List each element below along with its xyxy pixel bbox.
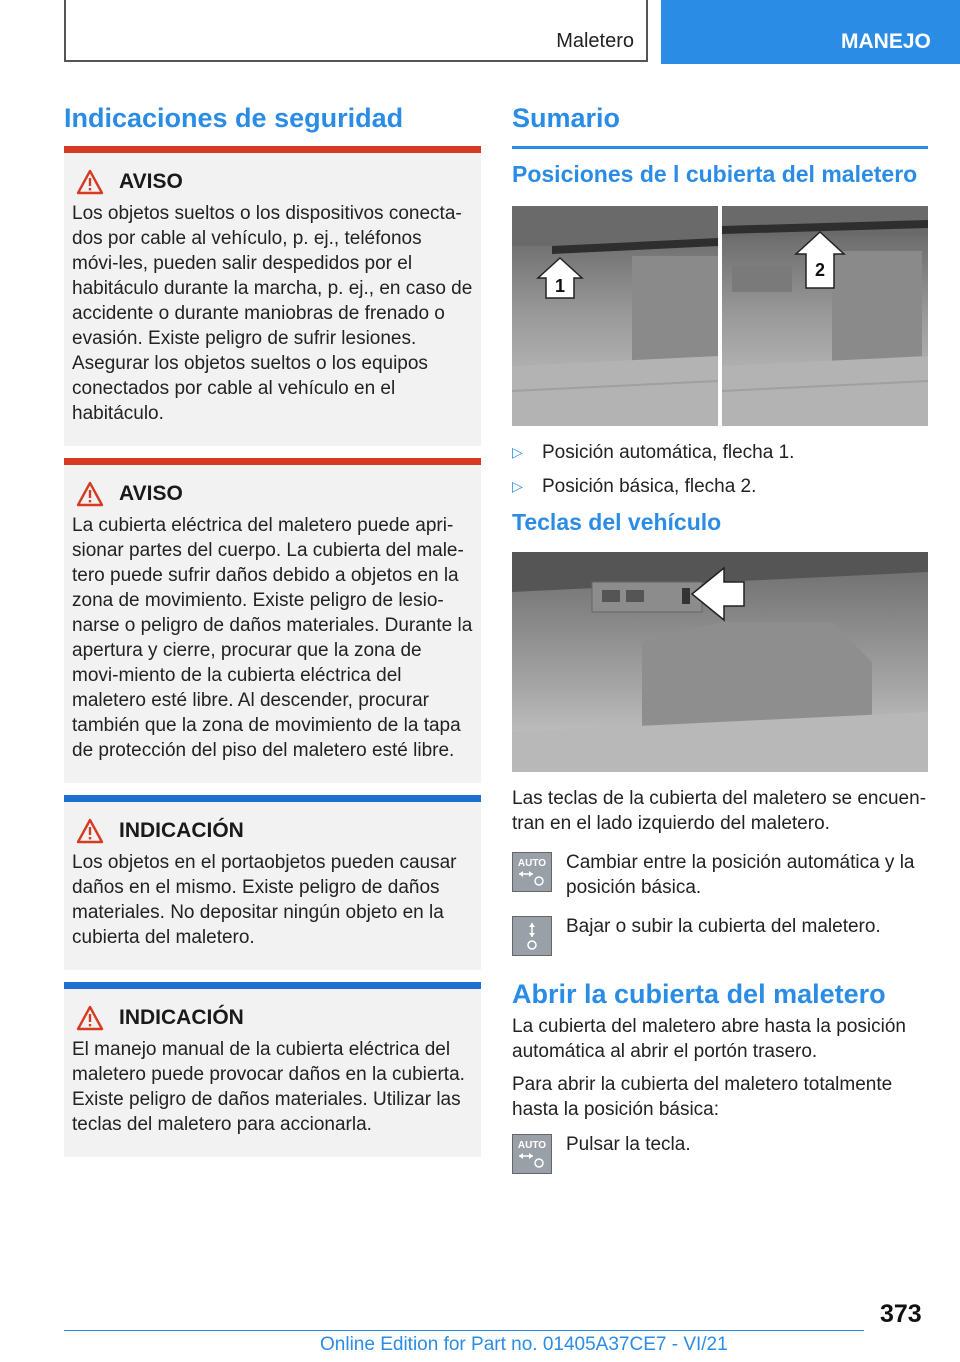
callout-label: INDICACIÓN — [119, 819, 244, 842]
positions-list — [512, 440, 928, 499]
callout-label: AVISO — [119, 170, 183, 193]
triangle-bullet-icon: ▷ — [512, 444, 523, 460]
positions-title: Posiciones de l cubierta del maletero — [512, 161, 918, 187]
trunk-keys-photo — [512, 552, 928, 772]
footer-divider — [64, 1330, 864, 1331]
warning-triangle-icon — [76, 818, 104, 844]
callout-text: Los objetos en el portaobjetos pueden causar daños en el mismo. Existe peligro de daños materiales. No depositar ningún objeto en la cubierta del maletero. — [72, 852, 457, 948]
notice-callout — [64, 795, 481, 970]
warning-triangle-icon — [76, 169, 104, 195]
keys-title: Teclas del vehículo — [512, 509, 722, 535]
notice-callout — [64, 982, 481, 1157]
callout-label: INDICACIÓN — [119, 1006, 244, 1029]
keys-intro: Las teclas de la cubierta del maletero se encuen-tran en el lado izquierdo del maletero. — [512, 788, 927, 834]
warning-triangle-icon — [76, 1005, 104, 1031]
safety-title: Indicaciones de seguridad — [64, 103, 404, 133]
auto-key-icon — [512, 852, 552, 892]
trunk-photo-image — [512, 206, 718, 426]
notice-bar — [64, 982, 481, 989]
right-column — [512, 100, 928, 1174]
key-updown-row — [512, 914, 928, 956]
trunk-photo-position-2 — [722, 206, 928, 426]
header-section-box — [64, 0, 648, 62]
open-cover-title: Abrir la cubierta del maletero — [512, 979, 886, 1009]
key-auto-text: Cambiar entre la posición automática y la posición básica. — [566, 852, 915, 898]
open-cover-paragraph-2: Para abrir la cubierta del maletero totalmente hasta la posición básica: — [512, 1074, 893, 1120]
list-item-text: Posición automática, flecha 1. — [542, 442, 795, 463]
warning-callout — [64, 146, 481, 446]
callout-text: La cubierta eléctrica del maletero puede apri-sionar partes del cuerpo. La cubierta del male-tero puede sufrir daños debido a objetos en la zona de movimiento. Existe peligro de lesio-narse o peligro de daños materiales. Durante la apertura y cierre, procurar que la zona de movi-miento de la cubierta eléctrica del maletero esté libre. Al descender, procurar también que la zona de movimiento de la tapa de protección del piso del maletero esté libre. — [72, 515, 473, 761]
header-section-title: Maletero — [556, 30, 634, 52]
callout-text: Los objetos sueltos o los dispositivos conecta-dos por cable al vehículo, p. ej., teléfonos móvi-les, pueden salir despedidos por el habitáculo durante la marcha, p. ej., en caso de accidente o durante maniobras de frenado o evasión. Existe peligro de sufrir lesiones. Asegurar los objetos sueltos o los equipos conectados por cable al vehículo en el habitáculo. — [72, 203, 473, 424]
trunk-keys-image — [512, 552, 928, 772]
triangle-bullet-icon: ▷ — [512, 478, 523, 494]
auto-key-label: AUTO — [517, 1140, 547, 1151]
arrow-label: 1 — [554, 276, 566, 296]
callout-label: AVISO — [119, 482, 183, 505]
warning-triangle-icon — [76, 481, 104, 507]
list-item — [512, 440, 928, 465]
callout-text: El manejo manual de la cubierta eléctrica del maletero puede provocar daños en la cubierta. Existe peligro de daños materiales. Utilizar las teclas del maletero para accionarla. — [72, 1039, 465, 1135]
key-updown-text: Bajar o subir la cubierta del maletero. — [566, 916, 881, 937]
auto-key-icon — [512, 1134, 552, 1174]
trunk-photo-image — [722, 206, 928, 426]
position-photos — [512, 206, 928, 426]
key-auto-row — [512, 850, 928, 900]
header-chapter-title: MANEJO — [841, 30, 931, 53]
arrow-label: 2 — [814, 260, 826, 280]
warning-callout — [64, 458, 481, 783]
trunk-photo-position-1 — [512, 206, 718, 426]
header-chapter-tab — [661, 0, 960, 64]
notice-bar — [64, 795, 481, 802]
list-item — [512, 474, 928, 499]
title-divider — [512, 146, 928, 149]
auto-key-label: AUTO — [517, 858, 547, 869]
updown-key-icon — [512, 916, 552, 956]
open-cover-paragraph-1: La cubierta del maletero abre hasta la posición automática al abrir el portón trasero. — [512, 1016, 906, 1062]
left-column — [64, 100, 481, 1157]
warning-bar — [64, 458, 481, 465]
list-item-text: Posición básica, flecha 2. — [542, 476, 757, 497]
open-key-row — [512, 1132, 928, 1174]
summary-title: Sumario — [512, 103, 621, 133]
page-number: 373 — [880, 1300, 922, 1328]
warning-bar — [64, 146, 481, 153]
open-key-text: Pulsar la tecla. — [566, 1134, 691, 1155]
footer-edition: Online Edition for Part no. 01405A37CE7 - VI/21 — [320, 1334, 728, 1355]
